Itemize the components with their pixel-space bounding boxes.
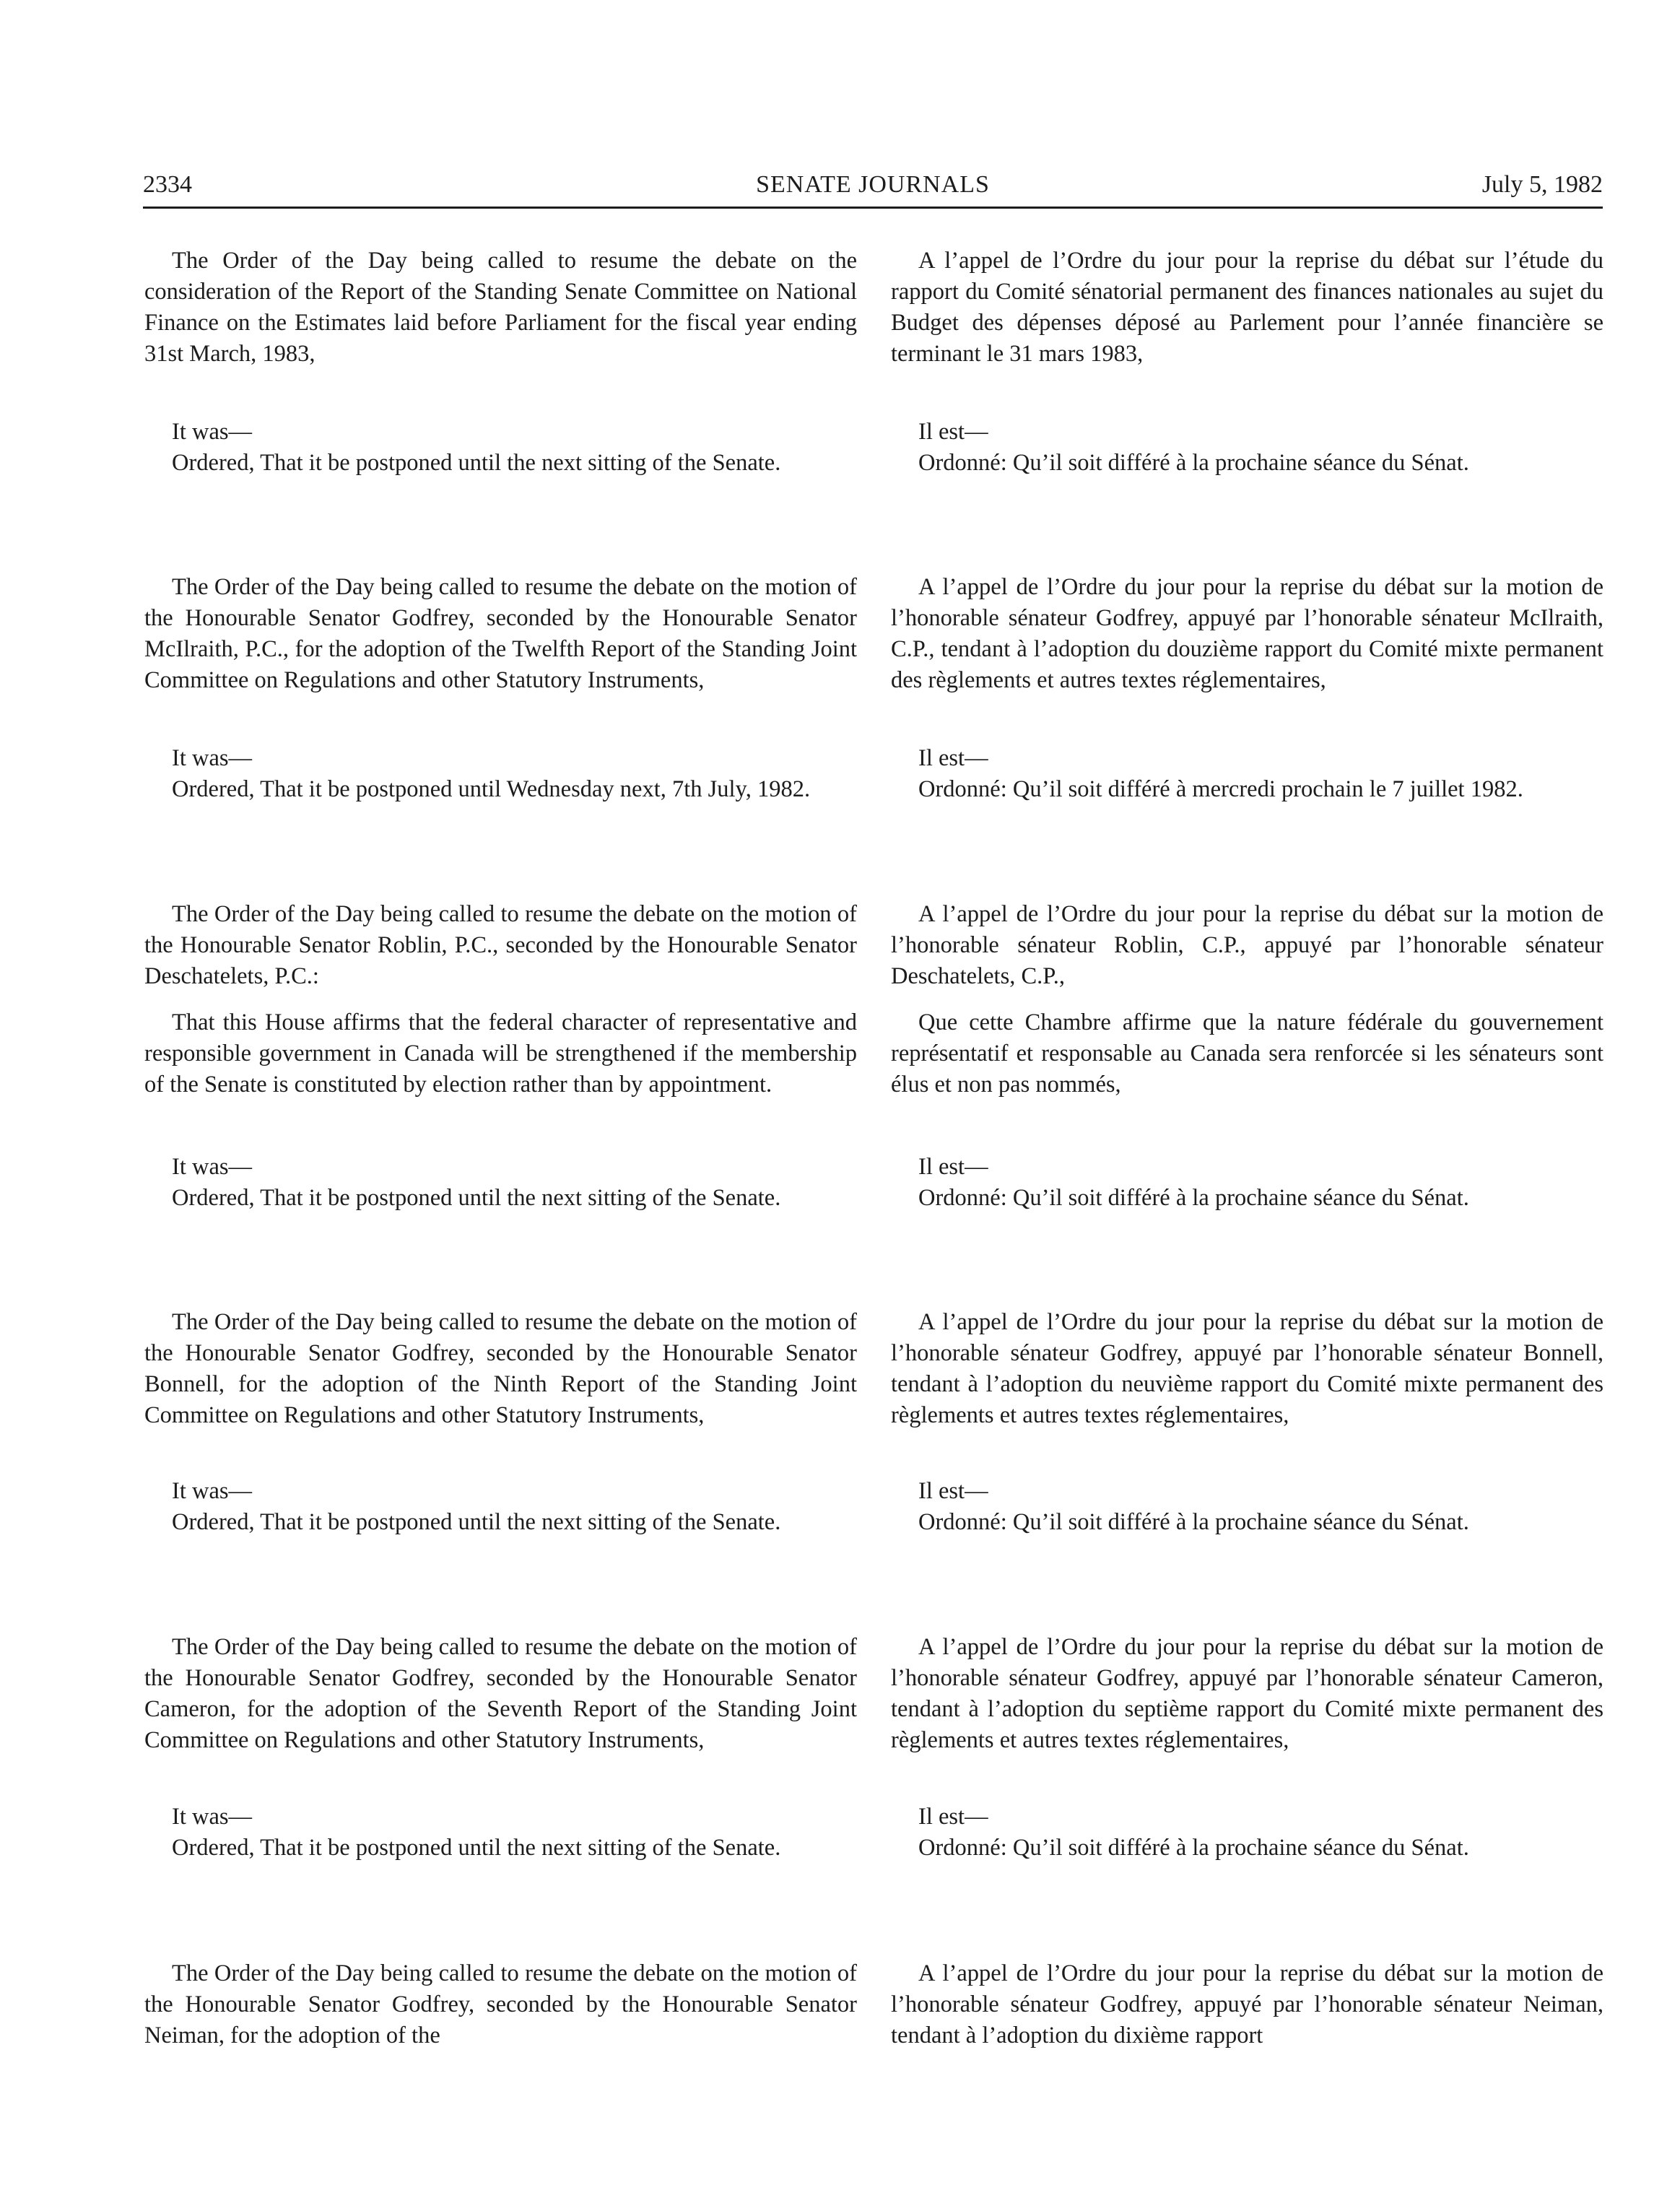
- french-item-5-label: Il est—: [918, 1804, 988, 1830]
- english-item-3-label: It was—: [172, 1154, 253, 1180]
- french-item-1-text: A l’appel de l’Ordre du jour pour la reprise du débat sur l’étude du rapport du Comité sénatorial permanent des finances nationales au sujet du Budget des dépenses déposé au Parlement pour l’année financière se terminant le 31 mars 1983,: [891, 248, 1603, 367]
- english-item-4-label: It was—: [172, 1478, 253, 1504]
- french-item-3-order: Ordonné: Qu’il soit différé à la prochaine séance du Sénat.: [918, 1185, 1469, 1211]
- french-item-2-order: Ordonné: Qu’il soit différé à mercredi prochain le 7 juillet 1982.: [918, 776, 1523, 802]
- french-item-3-text: A l’appel de l’Ordre du jour pour la reprise du débat sur la motion de l’honorable sénateur Roblin, C.P., appuyé par l’honorable sénateur Deschatelets, C.P.,: [891, 901, 1603, 989]
- french-item-1-order: Ordonné: Qu’il soit différé à la prochaine séance du Sénat.: [918, 450, 1469, 476]
- french-item-2-text: A l’appel de l’Ordre du jour pour la reprise du débat sur la motion de l’honorable sénateur Godfrey, appuyé par l’honorable sénateur McIlraith, C.P., tendant à l’adoption du douzième rapport du Comité mixte permanent des règlements et autres textes réglementaires,: [891, 574, 1603, 693]
- english-item-5-text: The Order of the Day being called to resume the debate on the motion of the Honourable Senator Godfrey, seconded by the Honourable Senator Cameron, for the adoption of the Seventh Report of the Standing Joint Committee on Regulations and other Statutory Instruments,: [144, 1634, 857, 1753]
- french-item-3-motion: Que cette Chambre affirme que la nature fédérale du gouvernement représentatif et responsable au Canada sera renforcée si les sénateurs sont élus et non pas nommés,: [891, 1009, 1603, 1098]
- french-item-3-label: Il est—: [918, 1154, 988, 1180]
- french-item-4-label: Il est—: [918, 1478, 988, 1504]
- english-item-3-order: Ordered, That it be postponed until the next sitting of the Senate.: [172, 1185, 781, 1211]
- english-item-3-motion: That this House affirms that the federal character of representative and responsible government in Canada will be strengthened if the membership of the Senate is constituted by election rather than by appointment.: [144, 1009, 857, 1098]
- english-item-3-text: The Order of the Day being called to resume the debate on the motion of the Honourable Senator Roblin, P.C., seconded by the Honourable Senator Deschatelets, P.C.:: [144, 901, 857, 989]
- english-item-5-order: Ordered, That it be postponed until the next sitting of the Senate.: [172, 1835, 781, 1861]
- english-item-5-label: It was—: [172, 1804, 253, 1830]
- french-item-1-label: Il est—: [918, 419, 988, 445]
- english-item-1-label: It was—: [172, 419, 253, 445]
- english-item-2-text: The Order of the Day being called to resume the debate on the motion of the Honourable Senator Godfrey, seconded by the Honourable Senator McIlraith, P.C., for the adoption of the Twelfth Report of the Standing Joint Committee on Regulations and other Statutory Instruments,: [144, 574, 857, 693]
- english-item-2-order: Ordered, That it be postponed until Wednesday next, 7th July, 1982.: [172, 776, 811, 802]
- french-item-5-text: A l’appel de l’Ordre du jour pour la reprise du débat sur la motion de l’honorable sénateur Godfrey, appuyé par l’honorable sénateur Cameron, tendant à l’adoption du septième rapport du Comité mixte permanent des règlements et autres textes réglementaires,: [891, 1634, 1603, 1753]
- french-item-2-label: Il est—: [918, 745, 988, 771]
- journal-title: SENATE JOURNALS: [756, 171, 990, 198]
- english-item-2-label: It was—: [172, 745, 253, 771]
- french-item-5-order: Ordonné: Qu’il soit différé à la prochaine séance du Sénat.: [918, 1835, 1469, 1861]
- page-number: 2334: [143, 171, 192, 198]
- page-header: [143, 165, 1603, 205]
- english-item-1-order: Ordered, That it be postponed until the next sitting of the Senate.: [172, 450, 781, 476]
- english-item-1-text: The Order of the Day being called to resume the debate on the consideration of the Report of the Standing Senate Committee on National Finance on the Estimates laid before Parliament for the fiscal year ending 31st March, 1983,: [144, 248, 857, 367]
- french-item-4-order: Ordonné: Qu’il soit différé à la prochaine séance du Sénat.: [918, 1509, 1469, 1535]
- journal-date: July 5, 1982: [1481, 171, 1603, 198]
- french-item-4-text: A l’appel de l’Ordre du jour pour la reprise du débat sur la motion de l’honorable sénateur Godfrey, appuyé par l’honorable sénateur Bonnell, tendant à l’adoption du neuvième rapport du Comité mixte permanent des règlements et autres textes réglementaires,: [891, 1309, 1603, 1428]
- english-item-4-order: Ordered, That it be postponed until the next sitting of the Senate.: [172, 1509, 781, 1535]
- french-item-6-text: A l’appel de l’Ordre du jour pour la reprise du débat sur la motion de l’honorable sénateur Godfrey, appuyé par l’honorable sénateur Neiman, tendant à l’adoption du dixième rapport: [891, 1960, 1603, 2048]
- english-item-4-text: The Order of the Day being called to resume the debate on the motion of the Honourable Senator Godfrey, seconded by the Honourable Senator Bonnell, for the adoption of the Ninth Report of the Standing Joint Committee on Regulations and other Statutory Instruments,: [144, 1309, 857, 1428]
- header-rule: [143, 207, 1603, 209]
- english-item-6-text: The Order of the Day being called to resume the debate on the motion of the Honourable Senator Godfrey, seconded by the Honourable Senator Neiman, for the adoption of the: [144, 1960, 857, 2048]
